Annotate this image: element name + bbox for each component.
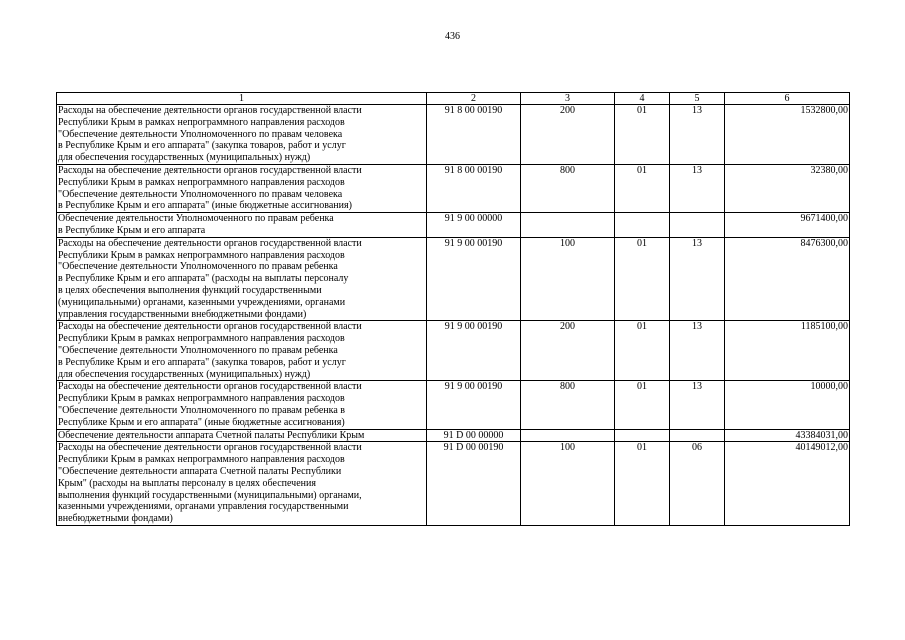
amount: 10000,00 [725, 381, 850, 429]
expense-name: Расходы на обеспечение деятельности органов государственной власти Республики Крым в рамках непрограммного направления расходов "Обеспечение деятельности Уполномоченного по правам человека в Республике Крым и его аппарата" (иные бюджетные ассигнования) [57, 164, 427, 212]
expense-type-code [521, 429, 615, 442]
subsection-code [670, 429, 725, 442]
target-article-code: 91 8 00 00190 [427, 164, 521, 212]
amount: 32380,00 [725, 164, 850, 212]
target-article-code: 91 9 00 00190 [427, 321, 521, 381]
column-header: 5 [670, 93, 725, 105]
expense-name: Расходы на обеспечение деятельности органов государственной власти Республики Крым в рамках непрограммного направления расходов "Обеспечение деятельности Уполномоченного по правам ребенка в Республике Крым и его аппарата" (иные бюджетные ассигнования) [57, 381, 427, 429]
subsection-code: 13 [670, 381, 725, 429]
section-code: 01 [615, 321, 670, 381]
target-article-code: 91 9 00 00190 [427, 237, 521, 321]
budget-table [56, 92, 850, 526]
section-code [615, 429, 670, 442]
table-row [57, 105, 850, 165]
subsection-code: 06 [670, 442, 725, 526]
expense-type-code: 100 [521, 442, 615, 526]
page-number: 436 [445, 31, 460, 42]
column-header: 6 [725, 93, 850, 105]
target-article-code: 91 8 00 00190 [427, 105, 521, 165]
amount: 9671400,00 [725, 213, 850, 238]
table-row [57, 381, 850, 429]
target-article-code: 91 9 00 00000 [427, 213, 521, 238]
section-code: 01 [615, 105, 670, 165]
expense-name: Обеспечение деятельности Уполномоченного по правам ребенка в Республике Крым и его аппарата [57, 213, 427, 238]
subsection-code: 13 [670, 321, 725, 381]
expense-type-code: 200 [521, 321, 615, 381]
column-header: 1 [57, 93, 427, 105]
table-row [57, 237, 850, 321]
section-code: 01 [615, 164, 670, 212]
expense-type-code: 100 [521, 237, 615, 321]
expense-name: Обеспечение деятельности аппарата Счетной палаты Республики Крым [57, 429, 427, 442]
expense-type-code: 800 [521, 381, 615, 429]
expense-type-code [521, 213, 615, 238]
target-article-code: 91 D 00 00000 [427, 429, 521, 442]
expense-name: Расходы на обеспечение деятельности органов государственной власти Республики Крым в рамках непрограммного направления расходов "Обеспечение деятельности Уполномоченного по правам ребенка в Республике Крым и его аппарата" (расходы на выплаты персоналу в целях обеспечения выполнения функций государственными (муниципальными) органами, казенными учреждениями, органами управления государственными внебюджетными фондами) [57, 237, 427, 321]
table-header-row [57, 93, 850, 105]
amount: 1532800,00 [725, 105, 850, 165]
amount: 40149012,00 [725, 442, 850, 526]
subsection-code: 13 [670, 105, 725, 165]
column-header: 3 [521, 93, 615, 105]
table-row [57, 321, 850, 381]
subsection-code [670, 213, 725, 238]
table-row [57, 164, 850, 212]
column-header: 2 [427, 93, 521, 105]
amount: 8476300,00 [725, 237, 850, 321]
subsection-code: 13 [670, 237, 725, 321]
target-article-code: 91 D 00 00190 [427, 442, 521, 526]
table-row [57, 213, 850, 238]
expense-name: Расходы на обеспечение деятельности органов государственной власти Республики Крым в рамках непрограммного направления расходов "Обеспечение деятельности Уполномоченного по правам ребенка в Республике Крым и его аппарата" (закупка товаров, работ и услуг для обеспечения государственных (муниципальных) нужд) [57, 321, 427, 381]
section-code: 01 [615, 381, 670, 429]
table-row [57, 442, 850, 526]
column-header: 4 [615, 93, 670, 105]
section-code: 01 [615, 442, 670, 526]
expense-type-code: 200 [521, 105, 615, 165]
amount: 43384031,00 [725, 429, 850, 442]
subsection-code: 13 [670, 164, 725, 212]
target-article-code: 91 9 00 00190 [427, 381, 521, 429]
section-code: 01 [615, 237, 670, 321]
expense-type-code: 800 [521, 164, 615, 212]
table-row [57, 429, 850, 442]
expense-name: Расходы на обеспечение деятельности органов государственной власти Республики Крым в рамках непрограммного направления расходов "Обеспечение деятельности аппарата Счетной палаты Республики Крым" (расходы на выплаты персоналу в целях обеспечения выполнения функций государственными (муниципальными) органами, казенными учреждениями, органами управления государственными внебюджетными фондами) [57, 442, 427, 526]
section-code [615, 213, 670, 238]
amount: 1185100,00 [725, 321, 850, 381]
expense-name: Расходы на обеспечение деятельности органов государственной власти Республики Крым в рамках непрограммного направления расходов "Обеспечение деятельности Уполномоченного по правам человека в Республике Крым и его аппарата" (закупка товаров, работ и услуг для обеспечения государственных (муниципальных) нужд) [57, 105, 427, 165]
